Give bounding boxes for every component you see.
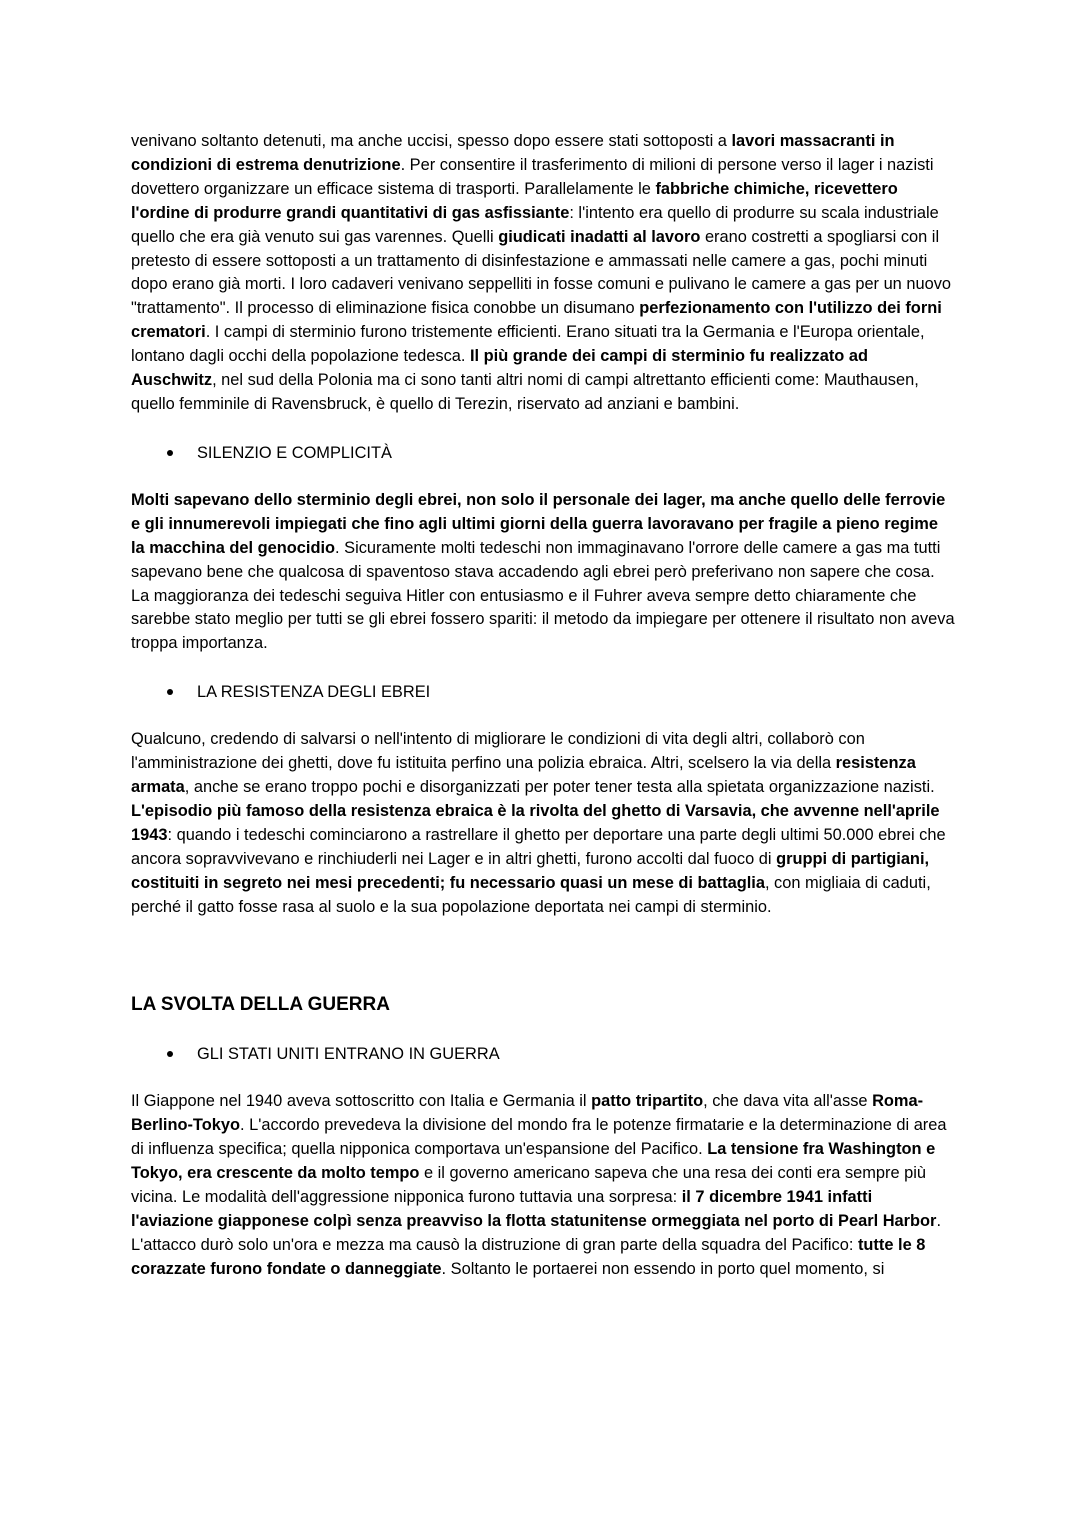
text-run: Il Giappone nel 1940 aveva sottoscritto con Italia e Germania il — [131, 1092, 592, 1111]
bold-text: Roma-Berlino-Tokyo — [131, 1092, 924, 1135]
bold-text: patto tripartito — [591, 1092, 704, 1111]
text-run: . Soltanto le portaerei non essendo in porto quel momento, si — [441, 1259, 885, 1278]
text-run: e il governo americano sapeva che una resa dei conti era sempre più vicina. Le modalità dell'aggressione nipponica furono tuttavia una sorpresa: — [131, 1164, 927, 1207]
section-heading: LA SVOLTA DELLA GUERRA — [131, 994, 390, 1016]
bold-text: tutte le 8 corazzate furono fondate o danneggiate — [131, 1235, 926, 1278]
text-run: erano costretti a spogliarsi con il pretesto di essere sottoposti a un trattamento di disinfestazione e ammassati nelle camere a gas, pochi minuti dopo erano già morti. I loro cadaveri venivano seppelliti in fosse comuni e pulivano le camere a gas per un nuovo "trattamento". Il processo di eliminazione fisica conobbe un disumano — [131, 227, 952, 318]
text-run: . Sicuramente molti tedeschi non immaginavano l'orrore delle camere a gas ma tutti sapevano bene che qualcosa di spaventoso stava accadendo agli ebrei però preferivano non sapere che cosa. La maggioranza dei tedeschi seguiva Hitler con entusiasmo e il Fuhrer aveva sempre detto chiaramente che sarebbe stato meglio per tutti se gli ebrei fossero spariti: il metodo da impiegare per ottenere il risultato non aveva troppa importanza. — [131, 538, 955, 653]
bullet-item-stati-uniti — [131, 1042, 956, 1066]
text-run: , nel sud della Polonia ma ci sono tanti altri nomi di campi altrettanto efficienti come: Mauthausen, quello femminile di Ravensbruck, è quello di Terezin, riservato ad anziani e bambini. — [131, 371, 919, 413]
bullet-dot — [167, 450, 173, 456]
bold-text: perfezionamento con l'utilizzo dei forni crematori — [131, 299, 942, 342]
text-run: , con migliaia di caduti, perché il gatto fosse rasa al suolo e la sua popolazione deportata nei campi di sterminio. — [131, 873, 931, 916]
bold-text: gruppi di partigiani, costituiti in segreto nei mesi precedenti; fu necessario quasi un mese di battaglia — [131, 849, 930, 892]
text-run: : l'intento era quello di produrre su scala industriale quello che era già venuto sui gas varennes. Quelli — [131, 203, 939, 246]
text-run: Qualcuno, credendo di salvarsi o nell'intento di migliorare le condizioni di vita degli altri, collaborò con l'amministrazione dei ghetti, dove fu istituita perfino una polizia ebraica. Altri, scelsero la via della — [131, 730, 865, 773]
bullet-label: GLI STATI UNITI ENTRANO IN GUERRA — [197, 1045, 500, 1064]
paragraph-resistenza — [131, 728, 956, 919]
paragraph-stati-uniti — [131, 1090, 956, 1281]
bold-text: fabbriche chimiche, ricevettero l'ordine di produrre grandi quantitativi di gas asfissiante — [131, 179, 898, 222]
text-run: . I campi di sterminio furono tristemente efficienti. Erano situati tra la Germania e l'Europa orientale, lontano dagli occhi della popolazione tedesca. — [131, 323, 925, 366]
bold-text: giudicati inadatti al lavoro — [498, 227, 701, 246]
bullet-dot — [167, 1051, 173, 1057]
bullet-item-silenzio — [131, 441, 956, 465]
bold-text: lavori massacranti in condizioni di estrema denutrizione — [131, 132, 895, 174]
paragraph-death-camps — [131, 130, 956, 417]
text-run: . L'attacco durò solo un'ora e mezza ma causò la distruzione di gran parte della squadra del Pacifico: — [131, 1212, 941, 1254]
text-run: , anche se erano troppo pochi e disorganizzati per poter tener testa alla spietata organizzazione nazisti. — [184, 778, 935, 797]
text-run: . L'accordo prevedeva la divisione del mondo fra le potenze firmatarie e la determinazione di area di influenza specifica; quella nipponica comportava un'espansione del Pacifico. — [131, 1116, 947, 1159]
bold-text: L'episodio più famoso della resistenza ebraica è la rivolta del ghetto di Varsavia, che avvenne nell'aprile 1943 — [131, 801, 940, 844]
bullet-label: SILENZIO E COMPLICITÀ — [197, 443, 392, 462]
text-run: : quando i tedeschi cominciarono a rastrellare il ghetto per deportare una parte degli ultimi 50.000 ebrei che ancora sopravvivevano e rinchiuderli nei Lager e in altri ghetti, furono accolti dal fuoco di — [131, 825, 946, 868]
text-run: , che dava vita all'asse — [703, 1092, 873, 1111]
bold-text: resistenza armata — [131, 754, 916, 797]
paragraph-silenzio — [131, 489, 956, 656]
bold-text: il 7 dicembre 1941 infatti l'aviazione giapponese colpì senza preavviso la flotta statunitense ormeggiata nel porto di Pearl Harbor — [131, 1188, 937, 1230]
text-run: venivano soltanto detenuti, ma anche uccisi, spesso dopo essere stati sottoposti a — [131, 132, 732, 150]
bullet-item-resistenza — [131, 680, 956, 704]
bold-text: La tensione fra Washington e Tokyo, era crescente da molto tempo — [131, 1140, 936, 1183]
document-page — [131, 130, 956, 1282]
bullet-dot — [167, 689, 173, 695]
text-run: . Per consentire il trasferimento di milioni di persone verso il lager i nazisti dovettero organizzare un efficace sistema di trasporti. Parallelamente le — [131, 155, 934, 198]
bold-text: Molti sapevano dello sterminio degli ebrei, non solo il personale dei lager, ma anche quello delle ferrovie e gli innumerevoli impiegati che fino agli ultimi giorni della guerra lavoravano per fragile a pieno regime la macchina del genocidio — [131, 490, 946, 557]
bullet-label: LA RESISTENZA DEGLI EBREI — [197, 683, 431, 702]
bold-text: Il più grande dei campi di sterminio fu realizzato ad Auschwitz — [131, 347, 869, 390]
